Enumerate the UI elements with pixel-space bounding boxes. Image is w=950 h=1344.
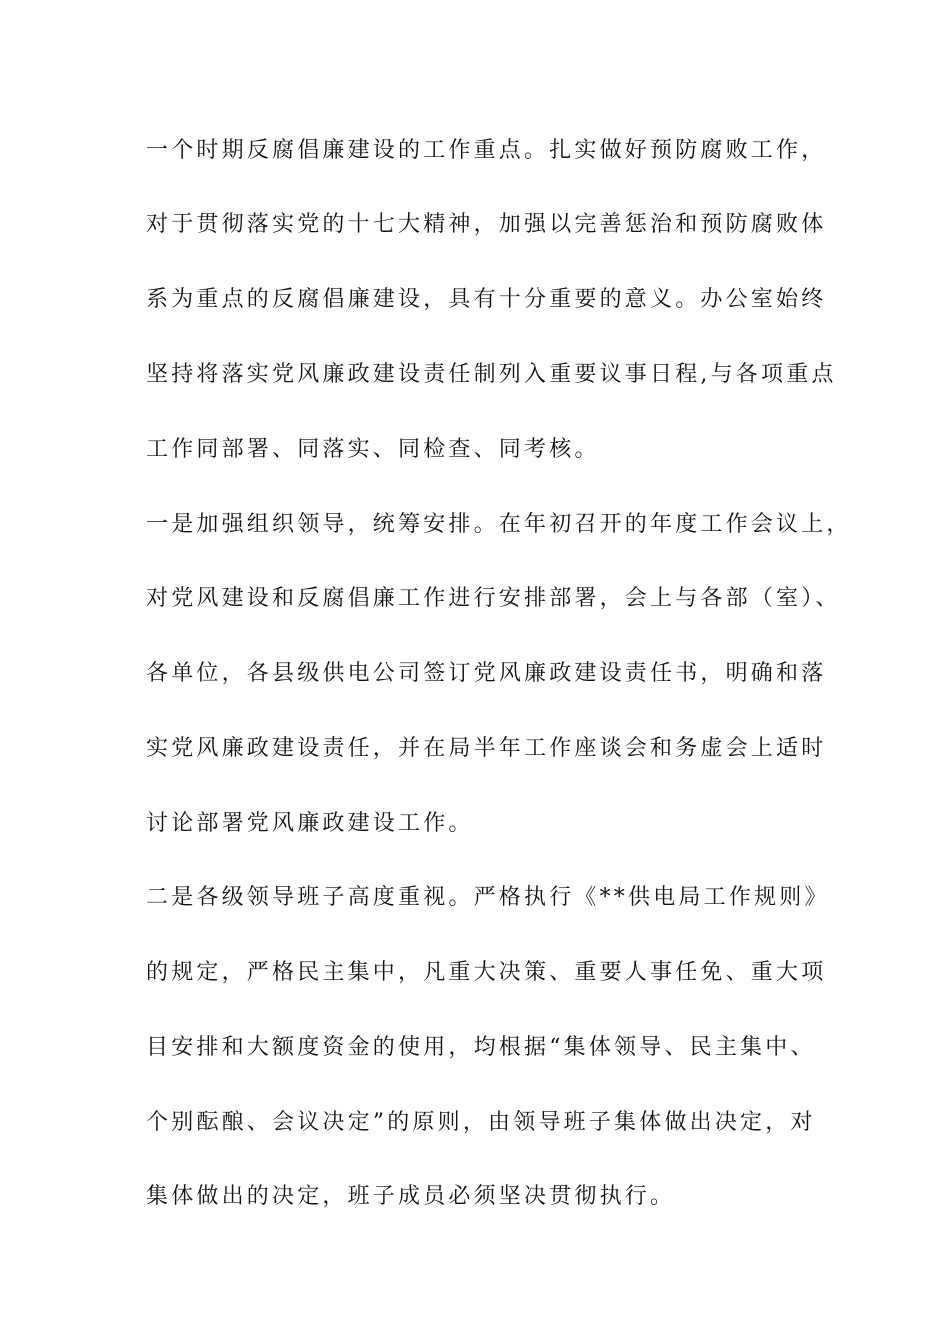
text-line: 讨论部署党风廉政建设工作。	[146, 811, 474, 836]
text-line: 工作同部署、同落实、同检查、同考核。	[146, 437, 600, 462]
text-line: 个别酝酿、会议决定”的原则，由领导班子集体做出决定，对	[146, 1110, 816, 1135]
text-line: 实党风廉政建设责任，并在局半年工作座谈会和务虚会上适时	[146, 736, 827, 761]
text-line: 系为重点的反腐倡廉建设，具有十分重要的意义。办公室始终	[146, 287, 827, 312]
text-line: 对党风建设和反腐倡廉工作进行安排部署，会上与各部（室）、	[146, 586, 841, 611]
text-line: 坚持将落实党风廉政建设责任制列入重要议事日程,与各项重点	[146, 362, 837, 387]
text-line: 二是各级领导班子高度重视。严格执行《**供电局工作规则》	[146, 885, 830, 910]
text-line: 一是加强组织领导，统筹安排。在年初召开的年度工作会议上，	[146, 512, 852, 537]
text-line: 各单位，各县级供电公司签订党风廉政建设责任书，明确和落	[146, 661, 827, 686]
text-line: 一个时期反腐倡廉建设的工作重点。扎实做好预防腐败工作，	[146, 138, 827, 163]
text-line: 的规定，严格民主集中，凡重大决策、重要人事任免、重大项	[146, 960, 827, 985]
text-line: 集体做出的决定，班子成员必须坚决贯彻执行。	[146, 1184, 676, 1209]
text-line: 对于贯彻落实党的十七大精神，加强以完善惩治和预防腐败体	[146, 212, 827, 237]
text-line: 目安排和大额度资金的使用，均根据“集体领导、民主集中、	[146, 1035, 816, 1060]
